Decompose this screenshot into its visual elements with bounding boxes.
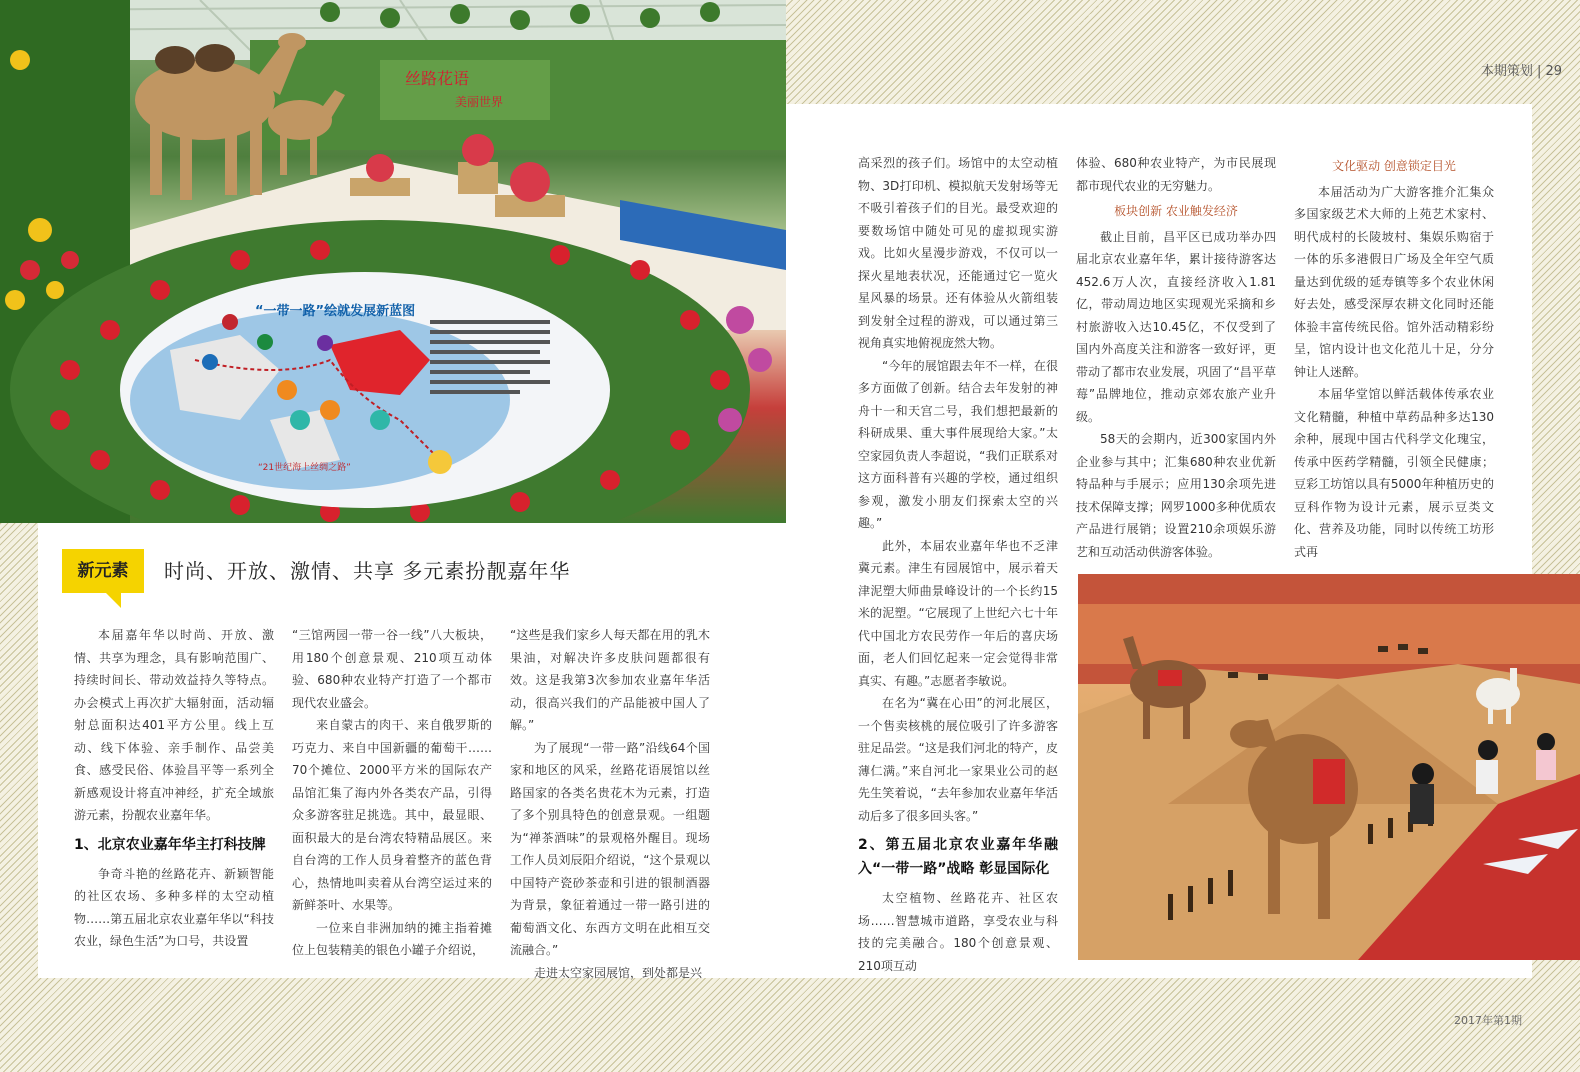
paragraph: 58天的会期内，近300家国内外企业参与其中；汇集680种农业优新特品种与手展示；应用130余项先进技术保障支撑；网罗1000多种优质农产品进行展销；设置210余项娱乐游艺和互动活动供游客体验。 (1076, 432, 1276, 559)
desert-installation-illustration (1078, 574, 1580, 960)
text-column-1 (74, 624, 274, 953)
flower-exhibition-illustration (0, 0, 786, 523)
text-column-5 (1076, 152, 1276, 563)
paragraph: “这些是我们家乡人每天都在用的乳木果油，对解决许多皮肤问题都很有效。这是我第3次参加农业嘉年华活动，很高兴我们的产品能被中国人了解。” (510, 628, 710, 732)
paragraph: 在名为“冀在心田”的河北展区，一个售卖核桃的展位吸引了许多游客驻足品尝。“这是我们河北的特产，皮薄仁满。”来自河北一家果业公司的赵先生笑着说，“去年参加农业嘉年华活动后多了很多回头客。” (858, 696, 1058, 823)
paragraph: 太空植物、丝路花卉、社区农场……智慧城市道路，享受农业与科技的完美融合。180个创意景观、210项互动 (858, 891, 1058, 973)
desert-installation-photo (1078, 574, 1580, 960)
subheading-block-innovation: 板块创新 农业触发经济 (1114, 204, 1238, 218)
paragraph: “今年的展馆跟去年不一样，在很多方面做了创新。结合去年发射的神舟十一和天宫二号，我们想把最新的科研成果、重大事件展现给大家。”太空家园负责人李超说，“我们正联系对这方面科普有兴趣的学校，通过组织参观，激发小朋友们探索太空的兴趣。” (858, 358, 1058, 530)
page-header-label: 本期策划 | 29 (1480, 64, 1562, 79)
paragraph: 来自蒙古的肉干、来自俄罗斯的巧克力、来自中国新疆的葡萄干……70个摊位、2000平方米的国际农产品馆汇集了海内外各类农产品，引得众多游客驻足挑选。其中，最显眼、面积最大的是台湾农特精品展区。来自台湾的工作人员身着整齐的蓝色背心，热情地叫卖着从台湾空运过来的新鲜茶叶、水果等。 (292, 718, 492, 912)
sign-text-1: 丝路花语 (405, 69, 470, 88)
paragraph: 本届嘉年华以时尚、开放、激情、共享为理念，具有影响范围广、持续时间长、带动效益持久等特点。办会模式上再次扩大辐射面，活动辐射总面积达401平方公里。线上互动、线下体验、亲手制作、品尝美食、感受民俗、体验昌平等一系列全新感观设计将直冲神经，扩充全域旅游元素，扮靓农业嘉年华。 (74, 628, 274, 822)
flower-exhibition-photo (0, 0, 786, 523)
paragraph: 争奇斗艳的丝路花卉、新颖智能的社区农场、多种多样的太空动植物……第五届北京农业嘉年华以“科技农业，绿色生活”为口号，共设置 (74, 866, 274, 948)
map-route-label: “21世纪海上丝绸之路” (258, 463, 351, 473)
paragraph: 截止目前，昌平区已成功举办四届北京农业嘉年华，累计接待游客达452.6万人次，直接经济收入1.81亿，带动周边地区实现观光采摘和乡村旅游收入达10.45亿，不仅受到了国内外高度关注和游客一致好评，更带动了都市农业发展，巩固了“昌平草莓”品牌地位，推动京郊农旅产业升级。 (1076, 229, 1276, 424)
paragraph: 本届活动为广大游客推介汇集众多国家级艺术大师的上苑艺术家村、明代成村的长陵坡村、集娱乐购宿于一体的乐多港假日广场及全年空气质量达到优级的延寿镇等多个农业休闲好去处，感受深厚农耕文化同时还能体验丰富传统民俗。馆外活动精彩纷呈，馆内设计也文化范儿十足，分分钟让人迷醉。 (1294, 184, 1494, 379)
section-tag: 新元素 (62, 549, 144, 593)
sign-text-2: 美丽世界 (455, 95, 504, 109)
subheading-2: 2、第五届北京农业嘉年华融入“一带一路”战略 彰显国际化 (858, 837, 1058, 877)
text-column-2 (292, 624, 492, 962)
text-column-6 (1294, 152, 1494, 563)
section-tag-pointer (105, 592, 121, 608)
subheading-1: 1、北京农业嘉年华主打科技牌 (74, 836, 266, 853)
text-column-4 (858, 152, 1058, 977)
text-column-3 (510, 624, 710, 984)
paragraph: 为了展现“一带一路”沿线64个国家和地区的风采，丝路花语展馆以丝路国家的各类名贵花木为元素，打造了多个别具特色的创意景观。一组题为“禅茶酒味”的景观格外醒目。现场工作人员刘辰阳介绍说，“这个景观以中国特产瓷砂茶壶和引进的银制酒器为背景，象征着通过一带一路引进的葡萄酒文化、东西方文明在此相互交流融合。” (510, 740, 710, 957)
paragraph: 此外，本届农业嘉年华也不乏津冀元素。津生有园展馆中，展示着天津泥塑大师曲景峰设计的一个长约15米的泥塑。“它展现了上世纪六七十年代中国北方农民劳作一年后的喜庆场面，老人们回忆起来一定会觉得非常真实、有趣。”志愿者李敏说。 (858, 538, 1058, 688)
paragraph: 体验、680种农业特产，为市民展现都市现代农业的无穷魅力。 (1076, 156, 1276, 193)
paragraph: 高采烈的孩子们。场馆中的太空动植物、3D打印机、模拟航天发射场等无不吸引着孩子们的目光。最受欢迎的要数场馆中随处可见的虚拟现实游戏。比如火星漫步游戏，不仅可以一探火星地表状况，还能通过它一览火星风暴的场景。还有体验从火箭组装到发射全过程的游戏，可以通过第三视角真实地俯视庞然大物。 (858, 156, 1058, 350)
map-title: “一带一路”绘就发展新蓝图 (255, 304, 416, 319)
paragraph: 一位来自非洲加纳的摊主指着摊位上包装精美的银色小罐子介绍说， (292, 920, 492, 957)
subheading-culture-driven: 文化驱动 创意锁定目光 (1332, 159, 1456, 173)
issue-label: 2017年第1期 (1454, 1014, 1522, 1027)
paragraph: 走进太空家园展馆，到处都是兴 (534, 965, 703, 980)
paragraph: “三馆两园一带一谷一线”八大板块，用180个创意景观、210项互动体验、680种农业特产打造了一个都市现代农业盛会。 (292, 628, 492, 710)
paragraph: 本届华堂馆以鲜活载体传承农业文化精髓，种植中草药品种多达130余种，展现中国古代科学文化瑰宝，传承中医药学精髓，引领全民健康；豆彩工坊馆以具有5000年种植历史的豆科作物为设计元素，展示豆类文化、营养及功能，同时以传统工坊形式再 (1294, 387, 1494, 559)
section-title: 时尚、开放、激情、共享 多元素扮靓嘉年华 (164, 559, 571, 583)
